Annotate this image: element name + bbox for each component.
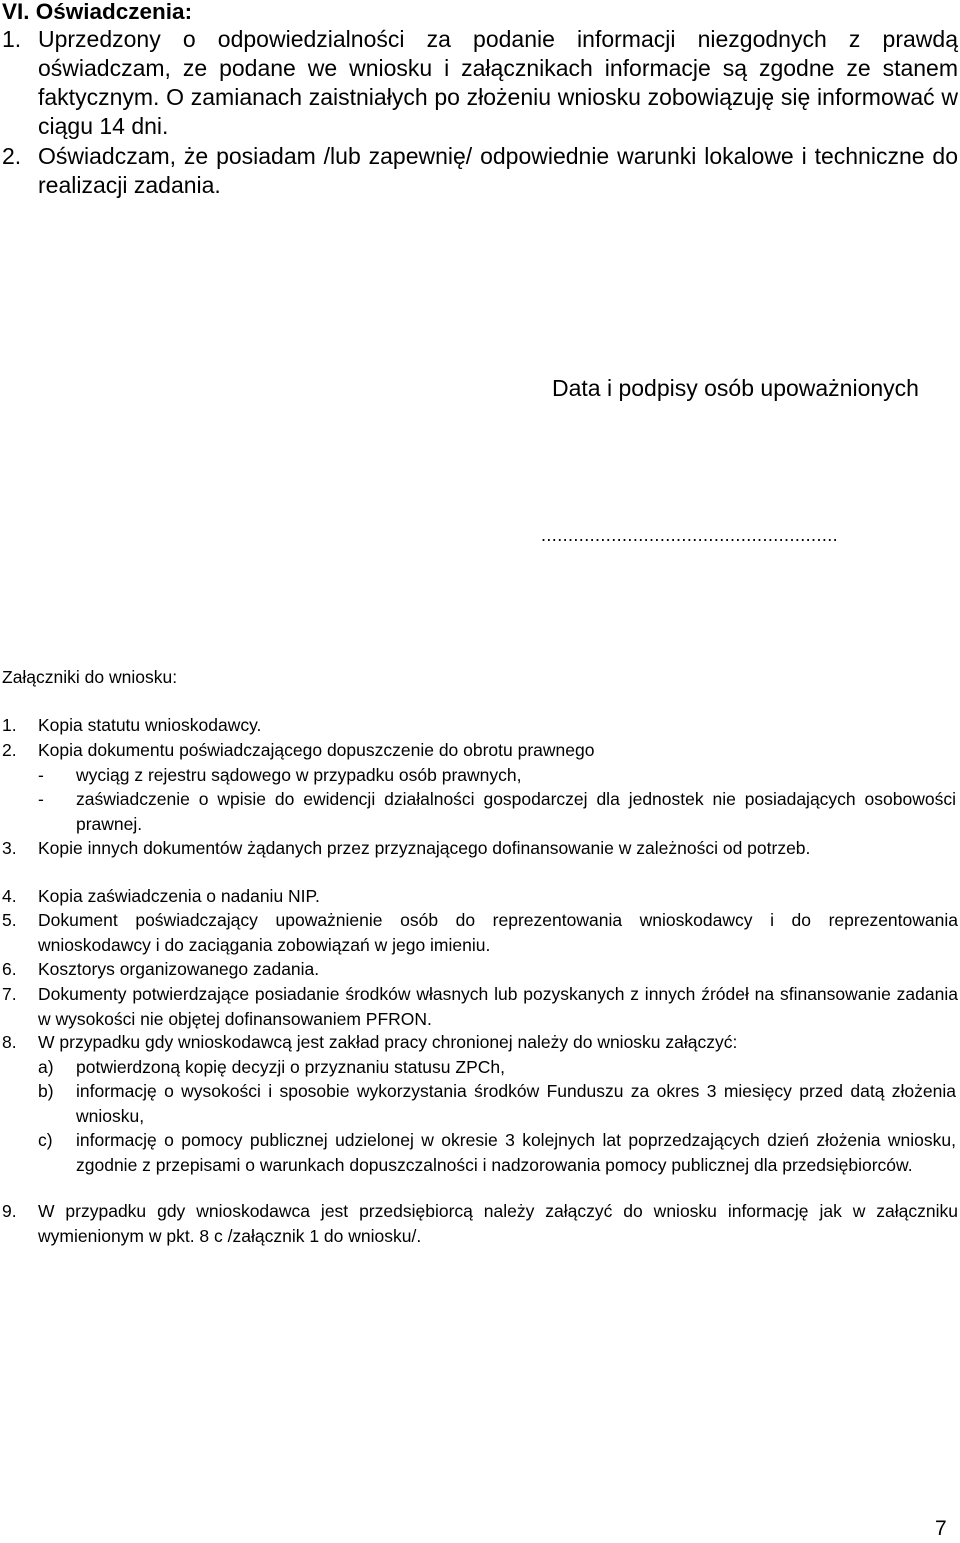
item-text: Kopia dokumentu poświadczającego dopuszczenie do obrotu prawnego bbox=[38, 740, 595, 760]
attachments-heading: Załączniki do wniosku: bbox=[2, 667, 178, 687]
item-text: W przypadku gdy wnioskodawcą jest zakład pracy chronionej należy do wniosku załączyć: bbox=[38, 1032, 738, 1052]
page-number: 7 bbox=[935, 1517, 947, 1540]
sub-item-marker: a) bbox=[38, 1056, 54, 1077]
sub-item-text: wyciąg z rejestru sądowego w przypadku osób prawnych, bbox=[76, 764, 522, 785]
item-text: Dokument poświadczający upoważnienie osób do reprezentowania wnioskodawcy i do reprezentowania wnioskodawcy i do zaciągania zobowiązań w jego imieniu. bbox=[38, 910, 958, 955]
statement-number: 1. bbox=[2, 26, 22, 52]
item-number: 7. bbox=[2, 984, 17, 1004]
item-number: 2. bbox=[2, 740, 17, 760]
statement-text: Uprzedzony o odpowiedzialności za podanie informacji niezgodnych z prawdą oświadczam, ze podane we wniosku i załącznikach informacje są zgodne ze stanem faktycznym. O zamianach zaistniałych po złożeniu wniosku zobowiązuję się informować w ciągu 14 dni. bbox=[38, 26, 958, 139]
sub-item-text: informację o wysokości i sposobie wykorzystania środków Funduszu za okres 3 miesięcy przed datą złożenia wniosku, bbox=[76, 1081, 956, 1126]
item-number: 3. bbox=[2, 838, 17, 858]
sub-item bbox=[38, 1079, 956, 1128]
item-text: Dokumenty potwierdzające posiadanie środków własnych lub pozyskanych z innych źródeł na sfinansowanie zadania w wysokości nie objętej dofinansowaniem PFRON. bbox=[38, 984, 958, 1029]
signature-line: ....................................................... bbox=[541, 525, 839, 545]
sub-item bbox=[38, 1128, 956, 1177]
sub-item-marker: c) bbox=[38, 1130, 53, 1150]
list-item bbox=[0, 1199, 958, 1248]
sub-item-text: informację o pomocy publicznej udzielonej w okresie 3 kolejnych lat poprzedzających dzień złożenia wniosku, zgodnie z przepisami o warunkach dopuszczalności i nadzorowania pomocy publicznej dla przedsiębiorców. bbox=[76, 1130, 956, 1175]
list-item bbox=[0, 957, 958, 982]
sub-item bbox=[38, 763, 956, 788]
item-number: 8. bbox=[2, 1032, 17, 1052]
item-number: 4. bbox=[2, 886, 17, 906]
item-text: W przypadku gdy wnioskodawca jest przedsiębiorcą należy załączyć do wniosku informację jak w załączniku wymienionym w pkt. 8 c /załącznik 1 do wniosku/. bbox=[38, 1201, 958, 1246]
item-number: 5. bbox=[2, 910, 17, 930]
item-number: 9. bbox=[2, 1201, 17, 1221]
statement-number: 2. bbox=[2, 143, 22, 169]
sub-item-marker: - bbox=[38, 764, 44, 785]
item-number: 1. bbox=[2, 715, 17, 735]
item-number: 6. bbox=[2, 959, 17, 979]
item-text: Kosztorys organizowanego zadania. bbox=[38, 959, 320, 979]
list-item bbox=[0, 836, 958, 861]
list-item bbox=[0, 713, 958, 738]
section-title: VI. Oświadczenia: bbox=[2, 0, 193, 24]
sub-item-marker: - bbox=[38, 789, 44, 809]
item-text: Kopia zaświadczenia o nadaniu NIP. bbox=[38, 886, 320, 906]
item-text: Kopia statutu wnioskodawcy. bbox=[38, 715, 262, 735]
signature-label: Data i podpisy osób upoważnionych bbox=[552, 375, 919, 401]
statement-2 bbox=[0, 142, 958, 200]
statement-1 bbox=[0, 25, 958, 141]
sub-item-text: potwierdzoną kopię decyzji o przyznaniu statusu ZPCh, bbox=[76, 1056, 505, 1077]
list-item bbox=[0, 982, 958, 1031]
list-item bbox=[0, 1030, 958, 1177]
list-item bbox=[0, 908, 958, 957]
statement-text: Oświadczam, że posiadam /lub zapewnię/ odpowiednie warunki lokalowe i techniczne do realizacji zadania. bbox=[38, 143, 958, 198]
sub-item-text: zaświadczenie o wpisie do ewidencji działalności gospodarczej dla jednostek nie posiadających osobowości prawnej. bbox=[76, 789, 956, 834]
item-text: Kopie innych dokumentów żądanych przez przyznającego dofinansowanie w zależności od potrzeb. bbox=[38, 838, 811, 858]
list-item bbox=[0, 738, 958, 836]
list-item bbox=[0, 884, 958, 909]
sub-item bbox=[38, 1055, 956, 1080]
sub-item bbox=[38, 787, 956, 836]
sub-item-marker: b) bbox=[38, 1081, 54, 1101]
